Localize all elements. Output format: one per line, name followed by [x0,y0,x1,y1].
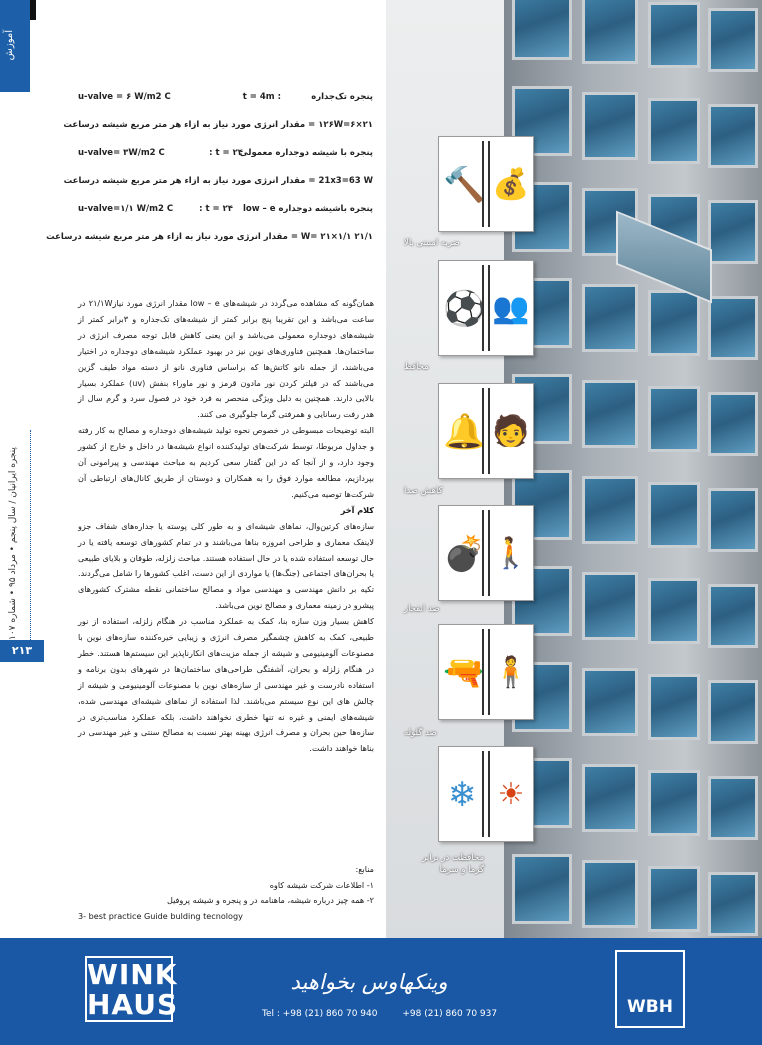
bomb-icon: 💣 [443,534,486,574]
feature-caption: کاهش صدا [404,486,443,496]
window-pane [708,392,758,456]
reading-person-icon: 🧑 [492,414,530,449]
window-pane [648,578,700,644]
winkhaus-logo [85,956,179,1022]
window-pane [708,776,758,840]
page-number: ۲۱۳ [0,640,44,662]
formula-thickness: : t = 4m [242,92,281,102]
formula-row [63,120,373,148]
window-pane [708,488,758,552]
reference-item: ۲- همه چیز درباره شیشه، ماهنامه در و پنجره و شیشه پروفیل [166,895,374,906]
formula-uvalue: u-valve= ۳W/m2 C [78,148,165,158]
people-icon: 👥 [492,291,530,326]
window-pane [582,764,638,832]
window-pane [708,104,758,168]
formula-row [78,204,373,232]
window-pane [582,860,638,928]
footer-advertisement [0,938,762,1045]
formula-row [78,92,373,120]
formula-result: 21x3=63 W = مقدار انرژی مورد نیاز به ازاء هر متر مربع شیشه درساعت [63,176,373,186]
window-pane [648,674,700,740]
paragraph: همان‌گونه که مشاهده می‌گردد در شیشه‌های low – e مقدار انرژی مورد نیاز۲۱/۱W در ساعت می‌باشد و این تقریبا پنج برابر کمتر از شیشه‌های تک‌جداره و ۳برابر کمتر از شیشه‌های دوجداره معمولی می‌باشد و این یعنی کاهش قابل توجه مصرف انرژی در ساختمان‌ها. همچنین فناوری‌های نوین نیز در بهبود عملکرد شیشه‌های دوجداره در اختیار می‌باشند، از جمله نانو کاتش‌ها که براساس فناوری نانو از دسته مواد طیف گزین می‌باشند که در فیلتر کردن نور مادون قرمز و نور ماوراء بنفش (uv) عملکرد بسیار بالایی دارند. همچنین به دلیل ویژگی منحصر به فرد خود در فصول سرد و گرم سال از هدر رفت رسانایی و همرفتی گرما جلوگیری می کنند. [78,298,375,420]
issue-info: پنجره ایرانیان / سال پنجم • مرداد ۹۵ • شماره ۱۰۷ [8,447,18,640]
formula-thickness: t = ۲۴ : [209,148,243,158]
window-pane [708,8,758,72]
reference-item: ۱- اطلاعات شرکت شیشه کاوه [269,879,374,890]
feature-card-thermal [438,746,534,842]
sun-icon: ☀ [497,777,525,812]
window-pane [648,2,700,68]
feature-caption: ضربه امنیتی بالا [404,238,460,248]
feature-card-protection [438,260,534,356]
pistol-icon: 🔫 [443,653,486,693]
formula-uvalue: u-valve=۱/۱ W/m2 C [78,204,174,214]
article-body [78,296,374,757]
window-pane [648,866,700,932]
phone-numbers [262,1009,519,1019]
footer-slogan: وینکهاوس بخواهید [290,970,448,994]
formula-result: ۲۱×۶=۱۲۶W = مقدار انرژی مورد نیاز به ازاء هر متر مربع شیشه درساعت [63,120,373,130]
formula-row [46,232,373,260]
phone-number: Tel : +98 (21) 860 70 940 [262,1009,378,1019]
snowflake-icon: ❄ [447,775,477,815]
reference-item: 3- best practice Guide bulding tecnology [78,910,243,921]
paragraph: سازه‌های کرتین‌وال، نماهای شیشه‌ای و به طور کلی پوسته یا جداره‌های شفاف جزو لاینفک معماری و طراحی امروزه بناها می‌باشند و در تمام کشورهای توسعه یافته یا در حال توسعه استفاده شده یا در حال استفاده هستند. مباحث زلزله، طوفان و بلایای طبیعی یا بحران‌های اجتماعی (جنگ‌ها) یا مواردی از این دست، اغلب کشورها را شامل می‌گردند. تکیه بر دانش مهندسی و مهندسی مواد و مصالح ساختمانی نقطه مشترک کشورهای پیشرو در زمینه معماری و مصالح نوین می‌باشد. [77,520,374,611]
feature-card-high-security [438,136,534,232]
window-pane [582,92,638,160]
logo-line: WINK [87,958,178,991]
window-pane [582,380,638,448]
window-pane [648,386,700,452]
feature-card-bulletproof [438,624,534,720]
window-pane [708,680,758,744]
window-pane [582,668,638,736]
references [78,862,374,924]
feature-caption: ضد انفجار [404,604,440,614]
window-pane [512,854,572,924]
walking-person-icon: 🚶 [492,536,530,571]
formula-label: پنجره تک‌جداره [311,92,373,102]
corner-mark [30,0,36,20]
formula-block [46,92,373,260]
window-pane [648,482,700,548]
soccer-ball-icon: ⚽ [443,289,486,329]
formula-label: پنجره با شیشه دوجداره معمولی [239,148,373,158]
window-pane [512,0,572,60]
section-heading: کلام آخر [340,504,374,515]
window-pane [582,476,638,544]
feature-caption: ضد گلوله [404,728,437,738]
window-pane [648,770,700,836]
glass-pane-icon [482,629,490,715]
wbh-logo: WBH [615,950,685,1028]
hammer-icon: 🔨 [443,165,486,205]
feature-caption: محافظ [404,362,429,372]
formula-thickness: t = ۲۴ : [199,204,233,214]
feature-card-noise-reduction [438,383,534,479]
feature-caption: محافظت در برابر گرما و سرما [422,853,484,875]
glass-pane-icon [482,751,490,837]
formula-label: پنجره باشیشه دوجداره low – e [242,204,373,214]
feature-card-blast-proof [438,505,534,601]
bell-icon: 🔔 [443,412,486,452]
window-pane [582,284,638,352]
section-tab-label: آموزش [4,30,15,61]
section-tab [0,0,30,92]
money-bag-icon: 💰 [492,167,530,202]
window-pane [708,296,758,360]
window-pane [708,872,758,936]
references-title: منابع: [355,864,374,874]
window-pane [582,0,638,64]
glass-pane-icon [482,388,490,474]
glass-pane-icon [482,141,490,227]
formula-result: ۲۱/۱ W= ۲۱×۱/۱ = مقدار انرژی مورد نیاز به ازاء هر متر مربع شیشه درساعت [46,232,373,242]
paragraph: البته توضیحات مبسوطی در خصوص نحوه تولید شیشه‌های دوجداره و مصالح به کار رفته و جداول مربوطا، توسط شرکت‌های تولیدکننده انواع شیشه‌ها در داخل و خارج از کشور وجود دارد، و از آنجا که در این گفتار سعی کردیم به مباحث مهندسی و پیرامونی آن بپردازیم، مطالعه موارد فوق را به همکاران و دوستان از طریق کانال‌های ارتباطی آن شرکت‌ها توصیه می‌کنیم. [78,425,374,499]
window-pane [708,200,758,264]
window-pane [648,290,700,356]
formula-uvalue: u-valve = ۶ W/m2 C [78,92,171,102]
logo-line: HAUS [87,988,179,1021]
window-pane [648,98,700,164]
window-pane [582,572,638,640]
standing-person-icon: 🧍 [492,655,530,690]
side-divider [30,430,32,640]
phone-number: +98 (21) 860 70 937 [402,1009,498,1019]
formula-row [63,176,373,204]
formula-row [78,148,373,176]
window-pane [708,584,758,648]
paragraph: کاهش بسیار وزن سازه بنا، کمک به عملکرد مناسب در هنگام زلزله، استفاده از نور طبیعی، کمک به کاهش چشمگیر مصرف انرژی و زیبایی خیره‌کننده سازه‌های نوین با مصنوعات آلومینیومی و شیشه از جمله مزیت‌های انکارناپذیر این سیستم‌ها هستند. خطر در هنگام زلزله و بحران، آشفتگی طراحی‌های ساختمان‌ها در شهرهای بدون برنامه و استفاده نادرست و غیر مهندسی از سازه‌های نوین با مصنوعات آلومینیومی و شیشه از چالش های این نوع سیستم می‌باشند. لذا استفاده از نماهای شیشه‌ای مهندسی شده، شیشه‌های ایمنی و غیره نه تنها خطری نخواهند داشت، بلکه عملکرد مناسب‌تری در سازه‌ها حین بحران و مصرف انرژی بهینه بهتر نسبت به مصالح سنتی و غیر مهندسی در بناها خواهند داشت. [78,616,374,754]
glass-pane-icon [482,510,490,596]
glass-pane-icon [482,265,490,351]
